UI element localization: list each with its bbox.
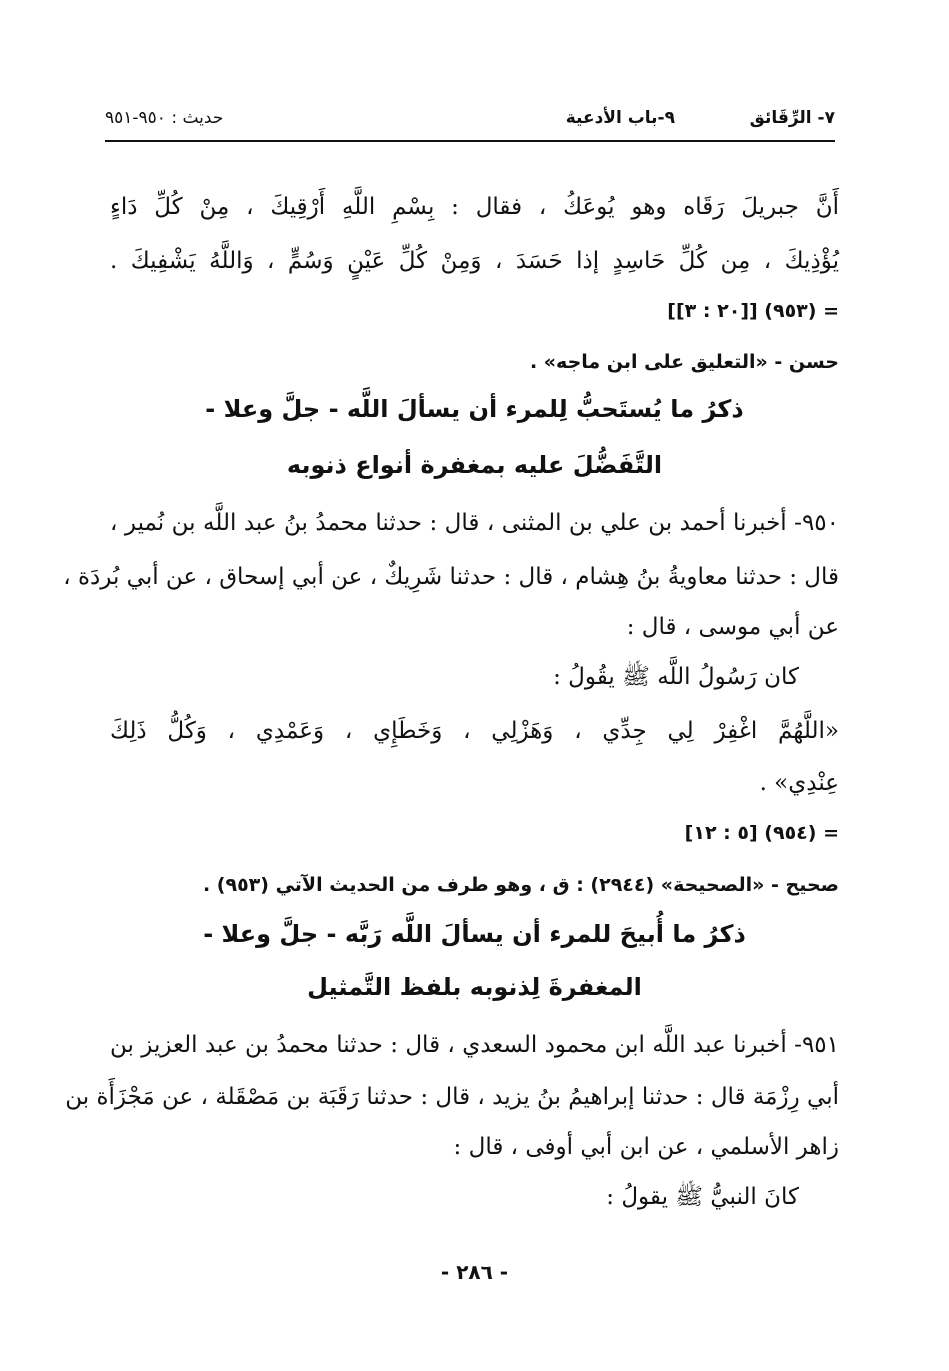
hadith-line: «اللَّهُمَّ اغْفِرْ لِي جِدِّي ، وَهَزْلِي ، وَخَطَإِي ، وَعَمْدِي ، وَكُلُّ ذَلِكَ [110, 718, 839, 744]
header-chapter: ٧- الرِّقَائق [749, 108, 835, 128]
hadith-line: أبي رِزْمَة قال : حدثنا إبراهيمُ بنُ يزيد ، قال : حدثنا رَقَبَة بن مَصْقَلة ، عن مَجْزَأَة بن [65, 1084, 839, 1110]
hadith-line: ٩٥١- أخبرنا عبد اللَّه ابن محمود السعدي ، قال : حدثنا محمدُ بن عبد العزيز بن [110, 1032, 839, 1058]
chapter-heading: التَّفَضُّلَ عليه بمغفرة أنواع ذنوبه [286, 451, 663, 479]
running-header [105, 100, 835, 142]
hadith-line: زاهر الأسلمي ، عن ابن أبي أوفى ، قال : [453, 1134, 839, 1160]
grade-note: حسن - «التعليق على ابن ماجه» . [529, 351, 839, 373]
chapter-heading: ذكرُ ما يُستَحبُّ لِلمرء أن يسألَ اللَّه - جلَّ وعلا - [205, 395, 744, 423]
hadith-line: عن أبي موسى ، قال : [626, 614, 839, 640]
cross-reference: = (٩٥٤) [٥ : ١٢] [684, 822, 839, 844]
chapter-heading: ذكرُ ما أُبيحَ للمرء أن يسألَ اللَّه رَبَّه - جلَّ وعلا - [203, 920, 746, 948]
page-number: - ٢٨٦ - [440, 1260, 509, 1284]
hadith-line: قال : حدثنا معاويةُ بنُ هِشام ، قال : حدثنا شَرِيكٌ ، عن أبي إسحاق ، عن أبي بُردَة ، [63, 564, 839, 590]
header-hadith-range: حديث : ٩٥٠-٩٥١ [105, 108, 224, 128]
chapter-heading: المغفرةَ لِذنوبه بلفظ التَّمثيل [307, 973, 642, 1001]
hadith-line: كان رَسُولُ اللَّه ﷺ يقُولُ : [553, 664, 799, 690]
hadith-line: عِنْدِي» . [759, 770, 839, 796]
hadith-line: ٩٥٠- أخبرنا أحمد بن علي بن المثنى ، قال : حدثنا محمدُ بنُ عبد اللَّه بن نُمير ، [110, 510, 839, 536]
text-line: أَنَّ جبريلَ رَقَاه وهو يُوعَكُ ، فقال : بِسْمِ اللَّهِ أَرْقِيكَ ، مِنْ كُلِّ دَاءٍ [110, 194, 839, 220]
hadith-line: كانَ النبيُّ ﷺ يقولُ : [606, 1184, 799, 1210]
cross-reference: = (٩٥٣) [[٢٠ : ٣]] [667, 300, 839, 322]
text-line: يُؤْذِيكَ ، مِن كُلِّ حَاسِدٍ إذا حَسَدَ ، وَمِنْ كُلِّ عَيْنٍ وَسُمٍّ ، وَاللَّهُ يَشْفِيكَ . [110, 248, 839, 274]
header-section: ٩-باب الأدعية [565, 108, 675, 128]
grade-note: صحيح - «الصحيحة» (٢٩٤٤) : ق ، وهو طرف من الحديث الآتي (٩٥٣) . [202, 874, 839, 896]
